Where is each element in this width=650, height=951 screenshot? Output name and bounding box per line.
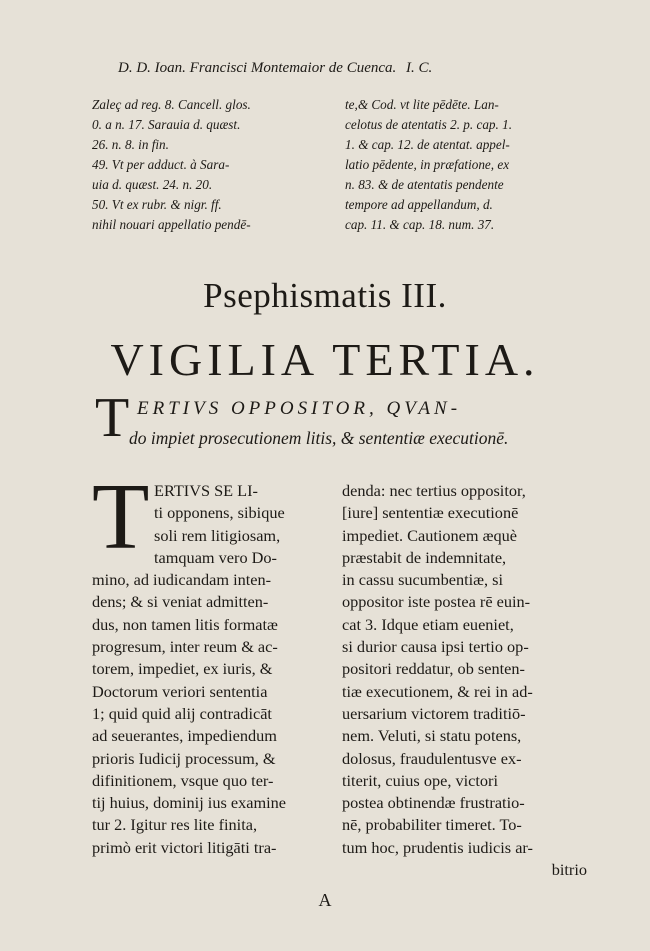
body-line: tiæ executionem, & rei in ad- bbox=[342, 681, 533, 701]
body-line: dolosus, fraudulentusve ex- bbox=[342, 748, 522, 768]
body-line: titerit, cuius ope, victori bbox=[342, 770, 498, 790]
subtitle-line: ERTIVS OPPOSITOR, QVAN- bbox=[137, 398, 462, 419]
body-line: Doctorum veriori sententia bbox=[92, 681, 268, 701]
note-line: n. 83. & de atentatis pendente bbox=[345, 177, 504, 192]
subtitle-initial: T bbox=[95, 387, 130, 449]
body-line: cat 3. Idque etiam eueniet, bbox=[342, 614, 514, 634]
body-line: dens; & si veniat admitten- bbox=[92, 592, 269, 612]
body-line: prioris Iudicij processum, & bbox=[92, 748, 276, 768]
body-line: torem, impediet, ex iuris, & bbox=[92, 659, 273, 679]
note-line: 0. a n. 17. Sarauia d. quæst. bbox=[92, 117, 241, 132]
body-line: oppositor iste postea rē euin- bbox=[342, 592, 531, 612]
body-line: tur 2. Igitur res lite finita, bbox=[92, 815, 258, 835]
signature-mark: A bbox=[318, 890, 332, 910]
note-line: 1. & cap. 12. de atentat. appel- bbox=[345, 137, 510, 152]
body-line: impediet. Cautionem æquè bbox=[342, 525, 517, 545]
body-column-left bbox=[92, 465, 330, 859]
drop-cap-letter: T bbox=[92, 465, 150, 569]
body-line: mino, ad iudicandam inten- bbox=[92, 570, 272, 590]
body-line: tij huius, dominij ius examine bbox=[92, 793, 287, 813]
note-line: 50. Vt ex rubr. & nigr. ff. bbox=[92, 197, 222, 212]
body-line: progresum, inter reum & ac- bbox=[92, 637, 278, 657]
body-line: denda: nec tertius oppositor, bbox=[342, 481, 526, 500]
body-column-right bbox=[342, 480, 587, 881]
body-line: nē, probabiliter timeret. To- bbox=[342, 815, 522, 835]
body-line: positori reddatur, ob senten- bbox=[342, 659, 525, 679]
body-line: 1; quid quid alij contradicāt bbox=[92, 703, 272, 723]
body-line: primò erit victori litigāti tra- bbox=[92, 837, 277, 857]
folio-number: I. C. bbox=[406, 60, 433, 76]
body-line: uersarium victorem traditiō- bbox=[342, 703, 526, 723]
body-line: postea obtinendæ frustratio- bbox=[342, 793, 525, 813]
body-line: ad seuerantes, impediendum bbox=[92, 726, 277, 746]
body-line: [iure] sententiæ executionē bbox=[342, 503, 519, 523]
body-line: bitrio bbox=[551, 860, 587, 880]
marginal-notes-left bbox=[92, 95, 332, 235]
body-line: difinitionem, vsque quo ter- bbox=[92, 770, 274, 790]
note-line: uia d. quæst. 24. n. 20. bbox=[92, 177, 213, 192]
section-title: Psephismatis III. bbox=[203, 276, 447, 315]
note-line: 26. n. 8. in fin. bbox=[92, 137, 169, 152]
note-line: celotus de atentatis 2. p. cap. 1. bbox=[345, 117, 513, 132]
note-line: te,& Cod. vt lite pēdēte. Lan- bbox=[345, 97, 499, 112]
subtitle-line: do impiet prosecutionem litis, & sententiæ executionē. bbox=[129, 428, 509, 448]
body-line: in cassu sucumbentiæ, si bbox=[342, 570, 503, 590]
note-line: 49. Vt per adduct. à Sara- bbox=[92, 157, 230, 172]
running-head-text: D. D. Ioan. Francisci Montemaior de Cuenca. bbox=[118, 60, 397, 76]
body-line: ERTIVS SE LI- bbox=[154, 481, 258, 500]
body-line: dus, non tamen litis formatæ bbox=[92, 614, 278, 634]
body-line: tamquam vero Do- bbox=[154, 547, 277, 567]
note-line: tempore ad appellandum, d. bbox=[345, 197, 493, 212]
running-head bbox=[118, 60, 558, 77]
body-line: præstabit de indemnitate, bbox=[342, 547, 507, 567]
body-line: si durior causa ipsi tertio op- bbox=[342, 637, 529, 657]
body-line: tum hoc, prudentis iudicis ar- bbox=[342, 837, 533, 857]
chapter-title: VIGILIA TERTIA. bbox=[110, 334, 540, 385]
note-line: nihil nouari appellatio pendē- bbox=[92, 217, 251, 232]
body-line: soli rem litigiosam, bbox=[154, 525, 281, 545]
note-line: cap. 11. & cap. 18. num. 37. bbox=[345, 217, 495, 232]
body-line: ti opponens, sibique bbox=[154, 503, 285, 523]
note-line: Zaleç ad reg. 8. Cancell. glos. bbox=[92, 97, 251, 112]
marginal-notes-right bbox=[345, 95, 585, 235]
body-line: nem. Veluti, si statu potens, bbox=[342, 726, 522, 746]
note-line: latio pēdente, in præfatione, ex bbox=[345, 157, 510, 172]
